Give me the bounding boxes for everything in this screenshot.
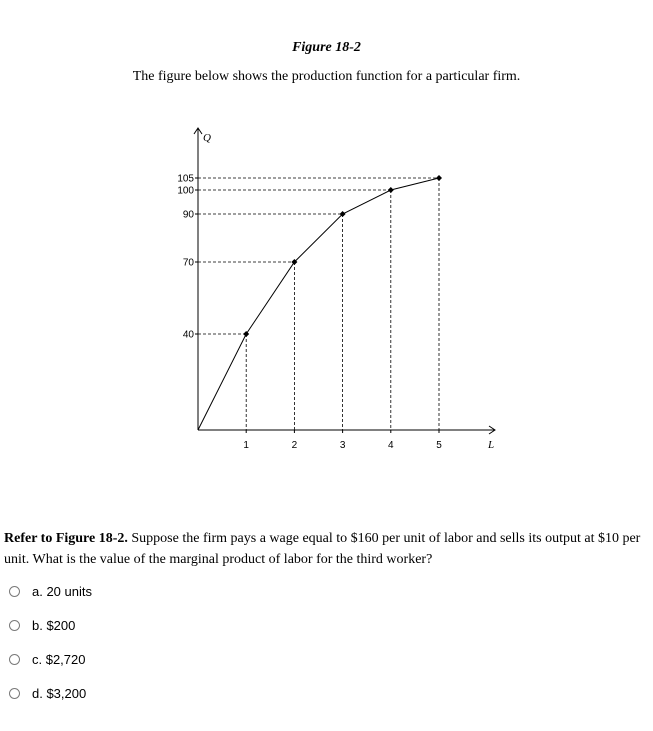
dashed-guides [198,178,439,430]
option-a[interactable] [9,581,92,601]
option-b[interactable] [9,615,75,635]
option-d[interactable] [9,683,86,703]
data-point-5 [436,175,442,181]
production-curve [198,178,439,430]
figure-reference: Refer to Figure 18-2. [4,531,128,546]
radio-button[interactable] [9,688,20,699]
x-tick-label: 5 [436,440,442,451]
question-text [4,528,652,570]
y-axis-label: Q [203,132,211,144]
figure-title: Figure 18-2 [292,40,361,55]
y-tick-label: 105 [177,173,194,185]
radio-button[interactable] [9,586,20,597]
figure-caption: The figure below shows the production function for a particular firm. [132,69,521,84]
data-point-4 [388,187,394,193]
data-point-1 [243,331,249,337]
option-b-label: b. $200 [32,617,76,633]
x-tick-label: 3 [339,440,346,451]
x-axis-label: L [488,439,495,451]
x-tick-label: 4 [388,440,394,451]
option-c-label: c. $2,720 [32,651,86,667]
x-tick-label: 1 [243,440,249,451]
y-tick-label: 90 [182,209,194,221]
option-d-label: d. $3,200 [32,685,87,701]
x-tick-label: 2 [291,440,298,451]
option-a-label: a. 20 units [32,583,92,599]
radio-button[interactable] [9,654,20,665]
y-tick-label: 100 [177,185,194,197]
radio-button[interactable] [9,620,20,631]
tick-labels [177,174,442,452]
question-body: Suppose the firm pays a wage equal to $160 per unit of labor and sells its output at $10 per unit. What is the value of the marginal product of labor for the third worker? [4,531,641,567]
option-c[interactable] [9,649,86,669]
y-tick-label: 40 [182,329,194,341]
y-tick-label: 70 [182,257,194,269]
